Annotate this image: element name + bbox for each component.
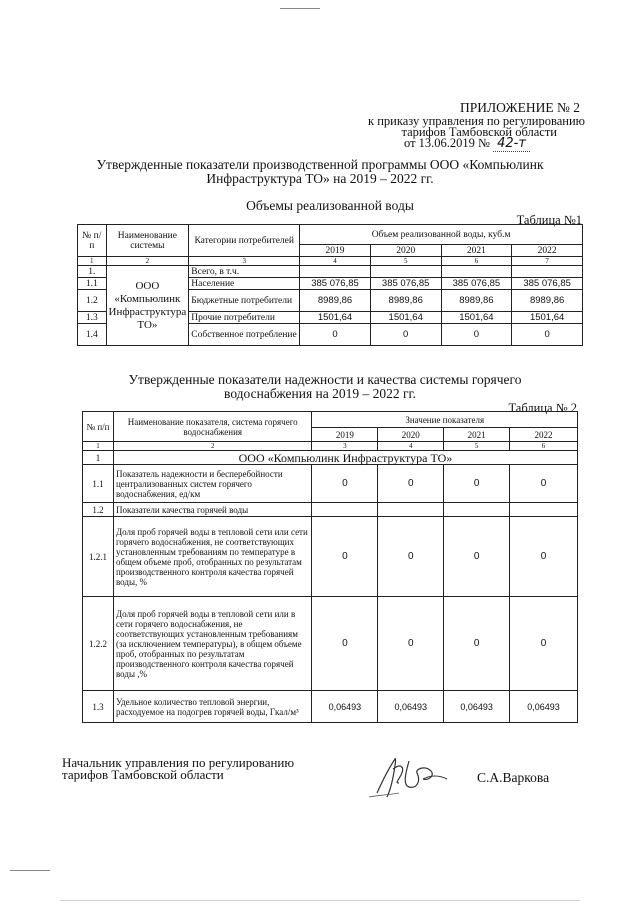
table1-index-cell: 3 [189, 257, 300, 266]
signer-position-line1: Начальник управления по регулированию [62, 755, 295, 770]
indicator-name: Удельное количество тепловой энергии, расходуемое на подогрев горячей воды, Гкал/м³ [113, 691, 312, 723]
consumer-category: Прочие потребители [189, 312, 300, 324]
handwritten-signature [365, 745, 460, 805]
indicator-name: Показатели качества горячей воды [113, 503, 312, 517]
table-row [78, 266, 583, 278]
empty-cell [312, 503, 378, 517]
appendix-title: ПРИЛОЖЕНИЕ № 2 [459, 100, 580, 115]
indicator-value: 0 [510, 465, 578, 503]
table2-index-cell: 6 [510, 442, 578, 451]
row-number: 1.2 [78, 290, 107, 312]
table2-year: 2019 [312, 428, 378, 442]
indicator-value: 0 [444, 465, 510, 503]
table1-col-no: № п/п [78, 225, 107, 257]
indicator-value: 0 [312, 597, 378, 691]
volume-value [300, 266, 371, 278]
order-number: 42-т [493, 136, 530, 152]
table1-index-cell: 1 [78, 257, 107, 266]
row-number: 1.2 [83, 503, 114, 517]
table1-heading: Объемы реализованной воды [246, 198, 414, 213]
indicator-value: 0 [312, 517, 378, 597]
indicator-name: Доля проб горячей воды в тепловой сети или сети горячего водоснабжения, не соответствующих установленным требованиям по температуре в общем объеме проб, отобранных по результатам производственного контроля качества горячей воды, % [113, 517, 312, 597]
indicator-value: 0 [510, 517, 578, 597]
system-name: ООО «Компьюлинк Инфраструктура ТО» [106, 266, 189, 346]
table2-year: 2020 [378, 428, 444, 442]
program-title-line2: Инфраструктура ТО» на 2019 – 2022 гг. [206, 171, 434, 186]
table1-year: 2019 [300, 245, 371, 257]
table-row [83, 503, 578, 517]
appendix-date [404, 136, 530, 151]
volume-value: 0 [512, 324, 583, 346]
volume-value: 385 076,85 [300, 278, 371, 290]
table1-index-cell: 7 [512, 257, 583, 266]
indicator-value: 0 [444, 597, 510, 691]
indicator-value: 0 [444, 517, 510, 597]
table2-index-cell: 1 [83, 442, 114, 451]
org-row [83, 451, 578, 465]
indicator-name: Показатель надежности и бесперебойности централизованных систем горячего водоснабжения, ед/км [113, 465, 312, 503]
indicator-value: 0 [378, 517, 444, 597]
consumer-category: Всего, в т.ч. [189, 266, 300, 278]
volume-value: 0 [370, 324, 441, 346]
appendix-date-prefix: от 13.06.2019 № [404, 136, 490, 150]
table2-year: 2021 [444, 428, 510, 442]
table1-year: 2022 [512, 245, 583, 257]
row-number: 1.1 [78, 278, 107, 290]
table2-heading-line1: Утвержденные показатели надежности и качества системы горячего [128, 372, 522, 387]
table1-year: 2020 [370, 245, 441, 257]
table1-col-category: Категории потребителей [189, 225, 300, 257]
volume-value: 385 076,85 [370, 278, 441, 290]
table2-index-cell: 4 [378, 442, 444, 451]
table1-index-cell: 4 [300, 257, 371, 266]
consumer-category: Собственное потребление [189, 324, 300, 346]
table1-year: 2021 [441, 245, 512, 257]
indicator-value: 0,06493 [444, 691, 510, 723]
table2-col-no: № п/п [83, 412, 114, 442]
scan-artifact [60, 900, 580, 901]
indicator-value: 0,06493 [378, 691, 444, 723]
volume-value: 385 076,85 [512, 278, 583, 290]
empty-cell [378, 503, 444, 517]
volume-value: 1501,64 [441, 312, 512, 324]
program-title-line1: Утвержденные показатели производственной программы ООО «Компьюлинк [96, 157, 544, 172]
indicator-value: 0 [510, 597, 578, 691]
table2-index-cell: 5 [444, 442, 510, 451]
quality-table [82, 411, 578, 723]
table1-col-volume: Объем реализованной воды, куб.м [300, 225, 583, 245]
consumer-category: Население [189, 278, 300, 290]
volume-value: 8989,86 [512, 290, 583, 312]
volume-value: 8989,86 [441, 290, 512, 312]
indicator-name: Доля проб горячей воды в тепловой сети или в сети горячего водоснабжения, не соответствующих установленным требованиям (за исключением температуры), в общем объеме проб, отобранных по результатам производственного контроля качества горячей воды ,% [113, 597, 312, 691]
volume-value: 0 [300, 324, 371, 346]
volume-value: 8989,86 [370, 290, 441, 312]
row-number: 1. [78, 266, 107, 278]
indicator-value: 0,06493 [312, 691, 378, 723]
indicator-value: 0,06493 [510, 691, 578, 723]
table2-index-cell: 3 [312, 442, 378, 451]
volumes-table [77, 224, 583, 346]
table-row [83, 517, 578, 597]
table2-index-cell: 2 [113, 442, 312, 451]
indicator-value: 0 [312, 465, 378, 503]
row-number: 1.2.2 [83, 597, 114, 691]
table1-index-cell: 5 [370, 257, 441, 266]
volume-value [370, 266, 441, 278]
table2-heading-line2: водоснабжения на 2019 – 2022 гг. [224, 386, 416, 401]
volume-value: 1501,64 [370, 312, 441, 324]
empty-cell [444, 503, 510, 517]
table2-label: Таблица № 2 [508, 401, 577, 415]
table-row [83, 691, 578, 723]
table1-index-cell: 2 [106, 257, 189, 266]
volume-value: 0 [441, 324, 512, 346]
appendix-line2: тарифов Тамбовской области [401, 125, 557, 139]
row-number: 1.3 [83, 691, 114, 723]
consumer-category: Бюджетные потребители [189, 290, 300, 312]
table-row [83, 465, 578, 503]
signer-name: С.А.Варкова [477, 770, 550, 785]
row-number: 1 [83, 451, 114, 465]
row-number: 1.2.1 [83, 517, 114, 597]
table2-year: 2022 [510, 428, 578, 442]
org-name: ООО «Компьюлинк Инфраструктура ТО» [113, 451, 577, 465]
indicator-value: 0 [378, 465, 444, 503]
volume-value: 8989,86 [300, 290, 371, 312]
table2-col-value: Значение показателя [312, 412, 578, 428]
table1-index-cell: 6 [441, 257, 512, 266]
indicator-value: 0 [378, 597, 444, 691]
volume-value [441, 266, 512, 278]
row-number: 1.3 [78, 312, 107, 324]
table2-col-name: Наименование показателя, система горячего водоснабжения [113, 412, 312, 442]
appendix-line1: к приказу управления по регулированию [368, 114, 585, 128]
table1-label: Таблица №1 [516, 213, 582, 227]
scan-artifact [10, 870, 50, 871]
volume-value: 1501,64 [300, 312, 371, 324]
table-row [83, 597, 578, 691]
volume-value: 1501,64 [512, 312, 583, 324]
table1-col-system: Наименование системы [106, 225, 189, 257]
volume-value: 385 076,85 [441, 278, 512, 290]
signer-position-line2: тарифов Тамбовской области [62, 767, 224, 782]
scan-artifact [280, 8, 320, 9]
row-number: 1.4 [78, 324, 107, 346]
empty-cell [510, 503, 578, 517]
volume-value [512, 266, 583, 278]
row-number: 1.1 [83, 465, 114, 503]
